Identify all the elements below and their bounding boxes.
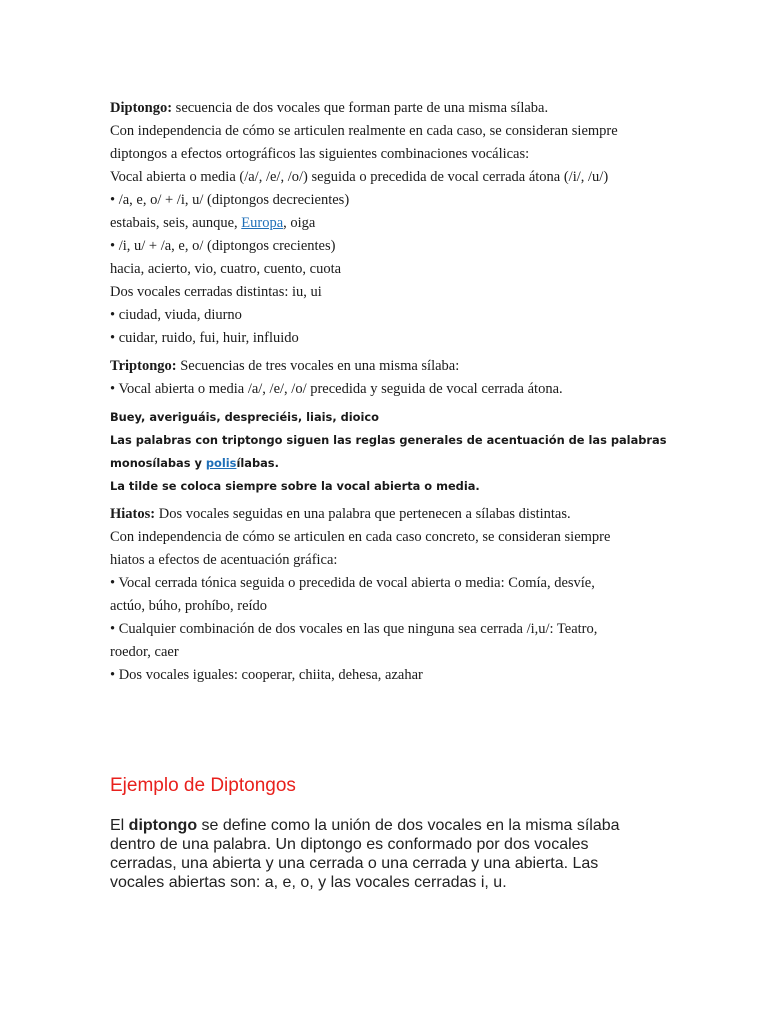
example-heading: Ejemplo de Diptongos [110,775,296,796]
hiatos-line: • Cualquier combinación de dos vocales en las que ninguna sea cerrada /i,u/: Teatro, [110,621,598,637]
example-line: cerradas, una abierta y una cerrada o una cerrada y una abierta. Las [110,855,599,872]
example-paragraph [110,816,670,892]
diptongo-definition: secuencia de dos vocales que forman parte de una misma sílaba. [172,100,549,116]
triptongo-line: • Vocal abierta o media /a/, /e/, /o/ precedida y seguida de vocal cerrada átona. [110,381,563,397]
triptongo-definition: Secuencias de tres vocales en una misma sílaba: [176,358,460,374]
diptongo-line: Con independencia de cómo se articulen realmente en cada caso, se consideran siempre [110,123,618,139]
triptongo-notes [110,406,670,498]
hiatos-line: • Dos vocales iguales: cooperar, chiita, dehesa, azahar [110,667,423,683]
diptongo-section [110,97,670,350]
diptongo-line: Dos vocales cerradas distintas: iu, ui [110,284,322,300]
diptongo-line: • ciudad, viuda, diurno [110,307,242,323]
triptongo-term: Triptongo: [110,358,177,374]
examples-text: estabais, seis, aunque, [110,215,242,231]
hiatos-line: Con independencia de cómo se articulen en cada caso concreto, se consideran siempre [110,529,611,545]
hiatos-definition: Dos vocales seguidas en una palabra que pertenecen a sílabas distintas. [155,506,571,522]
diptongo-examples-decrecientes [110,212,670,235]
hiatos-definition-line [110,503,670,526]
tilde-rule: La tilde se coloca siempre sobre la vocal abierta o media. [110,479,480,493]
triptongo-section [110,355,670,401]
examples-text: , oiga [283,215,316,231]
diptongo-term: Diptongo: [110,100,173,116]
diptongo-definition-line [110,97,670,120]
example-line: dentro de una palabra. Un diptongo es conformado por dos vocales [110,836,589,853]
triptongo-rule-line [110,452,670,475]
example-text: El [110,817,129,834]
hiatos-term: Hiatos: [110,506,156,522]
hiatos-section [110,503,670,687]
diptongo-line: diptongos a efectos ortográficos las siguientes combinaciones vocálicas: [110,146,530,162]
diptongo-line: hacia, acierto, vio, cuatro, cuento, cuota [110,261,342,277]
example-bold-term: diptongo [128,817,198,834]
polisilabas-link[interactable]: polis [205,456,237,470]
rule-text: ílabas. [236,456,279,470]
example-section [110,770,670,892]
hiatos-line: • Vocal cerrada tónica seguida o precedida de vocal abierta o media: Comía, desvíe, [110,575,595,591]
example-text: se define como la unión de dos vocales en la misma sílaba [197,817,620,834]
triptongo-rule-line: Las palabras con triptongo siguen las reglas generales de acentuación de las palabras [110,433,667,447]
example-line [110,816,670,835]
diptongo-line: • /a, e, o/ + /i, u/ (diptongos decrecientes) [110,192,350,208]
europa-link[interactable]: Europa [241,215,284,231]
triptongo-definition-line [110,355,670,378]
hiatos-line: actúo, búho, prohíbo, reído [110,598,268,614]
triptongo-examples: Buey, averiguáis, despreciéis, liais, dioico [110,410,379,424]
example-line: vocales abiertas son: a, e, o, y las vocales cerradas i, u. [110,874,507,891]
hiatos-line: hiatos a efectos de acentuación gráfica: [110,552,338,568]
document-page [110,97,670,687]
hiatos-line: roedor, caer [110,644,179,660]
diptongo-line: • /i, u/ + /a, e, o/ (diptongos crecientes) [110,238,336,254]
diptongo-line: Vocal abierta o media (/a/, /e/, /o/) seguida o precedida de vocal cerrada átona (/i/, /u/) [110,169,609,185]
rule-text: monosílabas y [110,456,206,470]
diptongo-line: • cuidar, ruido, fui, huir, influido [110,330,299,346]
